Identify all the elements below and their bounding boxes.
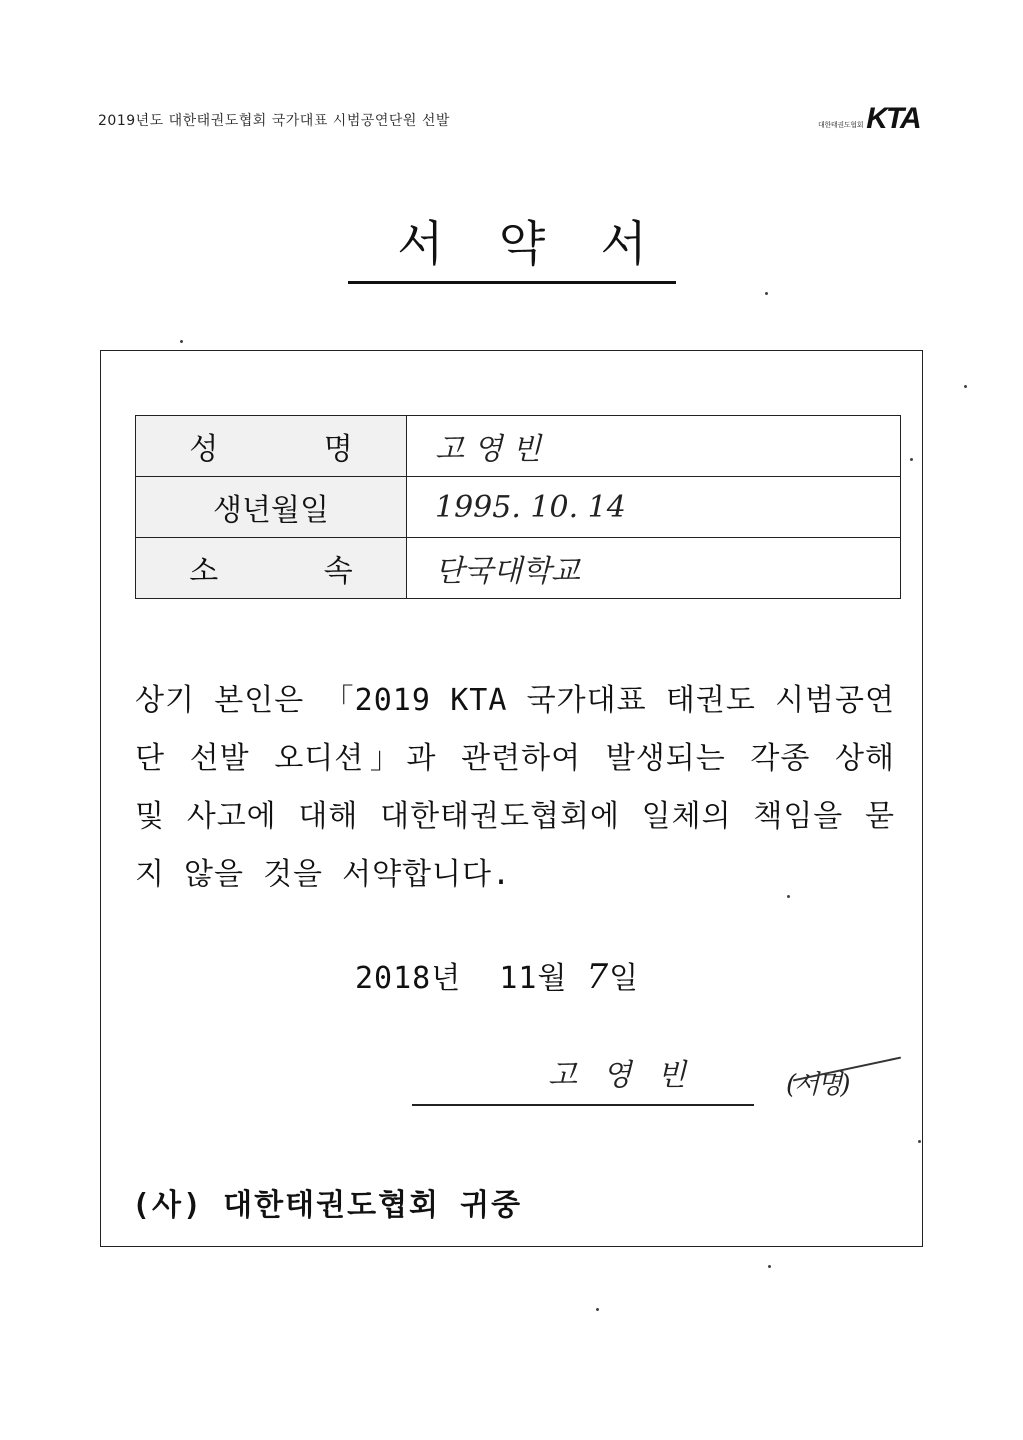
logo-org-name: 대한태권도협회 [818, 121, 864, 129]
signature-line [412, 1104, 754, 1106]
signature-name: 고 영 빈 [548, 1058, 695, 1093]
document-header: 2019년도 대한태권도협회 국가대표 시범공연단원 선발 [98, 113, 450, 129]
pledge-date [355, 953, 639, 997]
info-table [135, 415, 901, 599]
affiliation-label: 소 속 [136, 538, 407, 599]
scan-speck [596, 1308, 599, 1311]
scan-speck [964, 385, 967, 388]
scan-speck [768, 1265, 771, 1268]
affiliation-value: 단국대학교 [407, 538, 901, 599]
document-title: 서 약 서 [397, 216, 667, 272]
name-value: 고 영 빈 [407, 416, 901, 477]
birthdate-value: 1995. 10. 14 [407, 477, 901, 538]
scan-speck [918, 1140, 921, 1143]
pledge-statement: 상기 본인은 「2019 KTA 국가대표 태권도 시범공연단 선발 오디션」과 관련하여 발생되는 각종 상해 및 사고에 대해 대한태권도협회에 일체의 책임을 묻지 않을 것을 서약합니다. [135, 683, 895, 892]
title-underline [348, 281, 676, 284]
info-row-affiliation [136, 538, 901, 599]
date-year: 2018년 [355, 961, 462, 996]
scan-speck [910, 458, 913, 461]
date-month: 11월 [499, 961, 568, 996]
logo-brand: KTA [866, 102, 920, 135]
scan-speck [765, 292, 768, 295]
scan-speck [180, 340, 183, 343]
birthdate-label: 생년월일 [136, 477, 407, 538]
date-day: 7 [586, 957, 610, 997]
info-row-name [136, 416, 901, 477]
kta-logo [818, 104, 920, 134]
date-day-suffix: 일 [609, 961, 640, 996]
signature-seal: (서명) [786, 1070, 849, 1100]
recipient: (사) 대한태권도협회 귀중 [132, 1188, 523, 1223]
info-row-birthdate [136, 477, 901, 538]
name-label: 성 명 [136, 416, 407, 477]
scan-speck [787, 895, 790, 898]
